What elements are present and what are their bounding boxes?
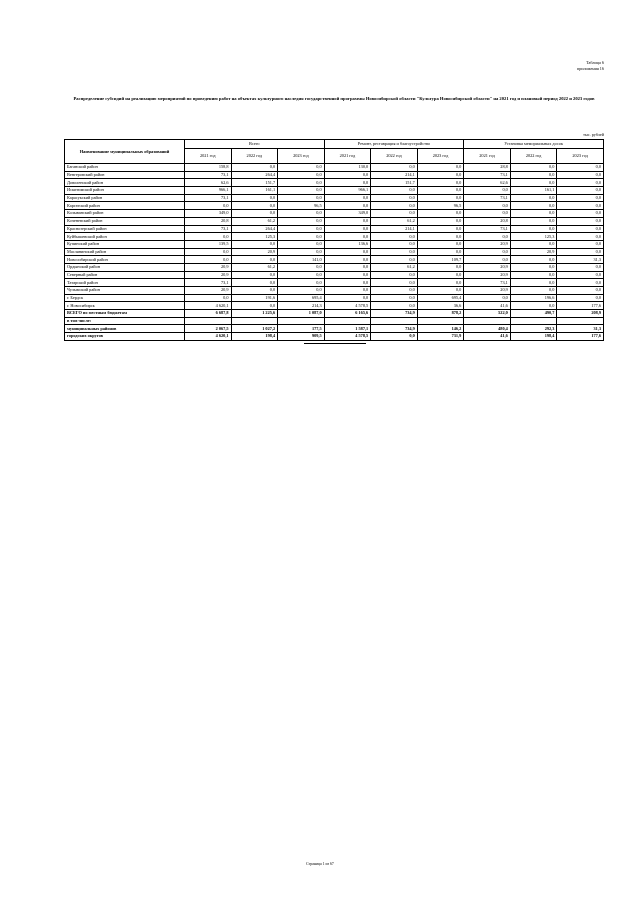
value-cell: 151,7 [231,179,278,187]
value-cell: 0,0 [231,210,278,218]
value-cell: 136,6 [324,240,371,248]
value-cell: 196,6 [510,294,557,302]
value-cell: 0,0 [417,271,464,279]
value-cell: 0,0 [371,233,418,241]
municipality-name: ВСЕГО по местным бюджетам [65,310,185,318]
value-cell: 0,0 [464,187,511,195]
value-cell: 0,0 [417,263,464,271]
table-row [65,164,604,172]
value-cell: 264,4 [231,225,278,233]
value-cell: 1 027,2 [231,325,278,333]
value-cell: 191,6 [231,294,278,302]
value-cell: 0,0 [278,248,325,256]
value-cell: 0,0 [278,240,325,248]
municipality-name: Краснозерский район [65,225,185,233]
value-cell: 0,0 [417,194,464,202]
value-cell: 4 620,1 [185,333,232,341]
column-group-total: Всего [185,140,325,149]
value-cell: 177,6 [557,333,604,341]
value-cell: 0,0 [464,294,511,302]
value-cell: 161,1 [231,187,278,195]
value-cell: 130,0 [324,164,371,172]
municipality-name: Купинский район [65,240,185,248]
column-header-year: 2021 год [464,149,511,164]
value-cell: 695,4 [417,294,464,302]
value-cell: 0,0 [371,287,418,295]
column-group-repair: Ремонт, реставрация и благоустройство [324,140,464,149]
value-cell: 0,0 [557,287,604,295]
value-cell: 0,0 [324,171,371,179]
value-cell: 0,0 [231,194,278,202]
value-cell: 0,0 [324,225,371,233]
value-cell: 73,1 [185,194,232,202]
value-cell: 4 578,5 [324,302,371,310]
value-cell: 6 165,6 [324,310,371,318]
value-cell: 151,7 [371,179,418,187]
value-cell: 0,0 [510,217,557,225]
value-cell: 349,0 [185,210,232,218]
value-cell: 0,0 [324,233,371,241]
value-cell: 966,1 [324,187,371,195]
value-cell: 36,6 [417,302,464,310]
value-cell: 61,2 [371,263,418,271]
value-cell: 20,9 [464,263,511,271]
value-cell: 31,3 [557,256,604,264]
value-cell: 139,5 [185,240,232,248]
municipality-name: Колыванский район [65,210,185,218]
value-cell: 20,9 [185,287,232,295]
value-cell: 0,0 [371,279,418,287]
value-cell [278,317,325,325]
value-cell: 0,0 [464,256,511,264]
value-cell: 0,0 [324,271,371,279]
value-cell: 73,1 [464,171,511,179]
table-row [65,287,604,295]
value-cell: 0,0 [371,294,418,302]
value-cell: 0,0 [557,210,604,218]
value-cell: 198,4 [231,333,278,341]
value-cell: 0,0 [464,248,511,256]
value-cell [557,317,604,325]
value-cell: 522,0 [464,310,511,318]
value-cell: 0,0 [557,164,604,172]
municipality-name: муниципальных районов [65,325,185,333]
municipality-name: Куйбышевский район [65,233,185,241]
value-cell: 73,1 [464,225,511,233]
value-cell: 20,9 [510,248,557,256]
value-cell: 0,0 [464,233,511,241]
column-header-year: 2022 год [231,149,278,164]
value-cell: 0,0 [417,287,464,295]
value-cell: 264,4 [231,171,278,179]
value-cell [231,317,278,325]
value-cell: 0,0 [557,217,604,225]
municipality-name: Коченевский район [65,217,185,225]
value-cell: 0,0 [510,240,557,248]
appendix-number: приложения 16 [577,66,604,71]
table-row [65,325,604,333]
value-cell: 0,0 [510,279,557,287]
value-cell: 6 687,8 [185,310,232,318]
table-row [65,202,604,210]
value-cell: 0,0 [510,271,557,279]
value-cell: 0,0 [231,302,278,310]
value-cell: 0,0 [557,225,604,233]
value-cell: 0,0 [557,194,604,202]
value-cell [185,317,232,325]
value-cell: 61,2 [231,217,278,225]
value-cell: 0,0 [371,302,418,310]
value-cell: 0,0 [231,202,278,210]
table-row [65,240,604,248]
table-row [65,171,604,179]
value-cell: 0,0 [510,302,557,310]
value-cell: 0,0 [510,263,557,271]
value-cell: 0,0 [324,256,371,264]
value-cell: 0,0 [417,164,464,172]
value-cell: 0,0 [371,256,418,264]
value-cell: 0,0 [510,164,557,172]
value-cell: 0,0 [510,194,557,202]
value-cell: 292,3 [510,325,557,333]
value-cell: 208,9 [557,310,604,318]
column-header-year: 2021 год [324,149,371,164]
value-cell: 0,0 [185,233,232,241]
document-title: Распределение субсидий на реализацию мероприятий по проведению работ на объектах культурного наследия государственной программы Новосибирской области "Культура Новосибирской области" на 2021 год и плановый период 2022 и 2023 годов [73,96,595,101]
value-cell: 0,0 [557,202,604,210]
table-row [65,187,604,195]
value-cell: 966,1 [185,187,232,195]
value-cell: 0,0 [417,279,464,287]
table-row [65,333,604,341]
value-cell: 0,0 [464,210,511,218]
value-cell: 0,0 [371,202,418,210]
value-cell: 0,0 [417,240,464,248]
value-cell: 161,1 [510,187,557,195]
value-cell: 0,0 [278,263,325,271]
value-cell: 695,4 [278,294,325,302]
value-cell: 146,2 [417,325,464,333]
value-cell: 41,6 [464,333,511,341]
value-cell: 0,0 [324,217,371,225]
value-cell: 0,0 [510,179,557,187]
value-cell: 4 578,5 [324,333,371,341]
municipality-name: г. Бердск [65,294,185,302]
municipality-name: Искитимский район [65,187,185,195]
value-cell: 349,0 [324,210,371,218]
subsidy-table [64,139,604,341]
municipality-name: городских округов [65,333,185,341]
table-number: Таблица 6 [586,60,604,65]
table-row [65,210,604,218]
header-row-groups [65,140,604,149]
value-cell: 0,0 [371,187,418,195]
column-header-name: Наименование муниципальных образований [65,140,185,164]
table-row [65,317,604,325]
value-cell: 0,0 [231,271,278,279]
value-cell: 0,0 [510,225,557,233]
value-cell: 20,9 [185,271,232,279]
value-cell: 0,0 [510,287,557,295]
value-cell: 73,1 [185,171,232,179]
value-cell: 0,0 [557,187,604,195]
value-cell: 73,1 [464,279,511,287]
value-cell: 0,0 [278,217,325,225]
value-cell: 0,0 [557,179,604,187]
value-cell: 125,3 [231,233,278,241]
value-cell: 20,8 [185,217,232,225]
value-cell: 0,0 [324,279,371,287]
value-cell: 158,8 [185,164,232,172]
value-cell: 141,0 [278,256,325,264]
value-cell: 0,0 [324,287,371,295]
value-cell: 214,1 [371,171,418,179]
value-cell: 734,9 [371,325,418,333]
value-cell: 61,2 [371,217,418,225]
table-row [65,194,604,202]
column-header-year: 2023 год [417,149,464,164]
value-cell: 31,3 [557,325,604,333]
value-cell: 0,0 [417,217,464,225]
value-cell: 0,0 [371,271,418,279]
value-cell: 0,0 [417,248,464,256]
value-cell: 0,0 [417,187,464,195]
value-cell: 0,0 [417,179,464,187]
table-row [65,256,604,264]
column-group-plaques: Установка мемориальных досок [464,140,604,149]
column-header-year: 2022 год [371,149,418,164]
end-rule [304,343,366,344]
value-cell: 0,0 [324,248,371,256]
value-cell: 2 067,5 [185,325,232,333]
value-cell: 734,9 [371,310,418,318]
municipality-name: Карасукский район [65,194,185,202]
table-reference [577,60,604,72]
table-row [65,217,604,225]
value-cell: 0,0 [371,210,418,218]
value-cell: 0,0 [231,287,278,295]
value-cell: 0,0 [324,194,371,202]
table-row [65,225,604,233]
value-cell [510,317,557,325]
value-cell: 0,0 [231,279,278,287]
value-cell: 480,4 [464,325,511,333]
value-cell [324,317,371,325]
table-body [65,164,604,341]
value-cell: 20,9 [185,263,232,271]
table-row [65,233,604,241]
municipality-name: г. Новосибирск [65,302,185,310]
value-cell: 62,6 [185,179,232,187]
value-cell: 0,0 [371,248,418,256]
value-cell: 96,5 [278,202,325,210]
table-row [65,271,604,279]
value-cell: 0,0 [324,294,371,302]
page-footer: Страница 1 из 67 [306,862,334,866]
column-header-year: 2023 год [557,149,604,164]
table-row [65,263,604,271]
value-cell: 0,0 [324,179,371,187]
value-cell: 214,1 [371,225,418,233]
value-cell [371,317,418,325]
value-cell: 490,7 [510,310,557,318]
municipality-name: Доволенский район [65,179,185,187]
value-cell: 0,0 [371,194,418,202]
value-cell: 41,6 [464,302,511,310]
table-row [65,294,604,302]
value-cell: 20,9 [464,240,511,248]
table-row [65,248,604,256]
value-cell: 0,0 [371,164,418,172]
value-cell: 0,0 [278,210,325,218]
table-row [65,310,604,318]
value-cell: 909,5 [278,333,325,341]
value-cell: 0,0 [278,187,325,195]
value-cell: 0,0 [417,225,464,233]
value-cell: 0,0 [278,287,325,295]
value-cell: 0,0 [510,256,557,264]
value-cell: 62,6 [464,179,511,187]
value-cell: 0,0 [557,248,604,256]
value-cell: 0,0 [510,171,557,179]
value-cell: 0,0 [371,240,418,248]
value-cell: 214,3 [278,302,325,310]
value-cell: 0,0 [510,210,557,218]
unit-label: тыс. рублей [583,132,604,137]
value-cell: 198,4 [510,333,557,341]
value-cell: 0,0 [231,256,278,264]
value-cell: 0,0 [185,256,232,264]
value-cell: 0,0 [464,202,511,210]
value-cell [417,317,464,325]
value-cell: 0,0 [231,240,278,248]
value-cell: 0,0 [557,233,604,241]
value-cell: 0,0 [278,179,325,187]
column-header-year: 2021 год [185,149,232,164]
value-cell: 96,5 [417,202,464,210]
value-cell: 61,2 [231,263,278,271]
value-cell: 0,0 [557,279,604,287]
value-cell: 1 225,6 [231,310,278,318]
value-cell: 73,1 [185,225,232,233]
value-cell: 0,0 [417,171,464,179]
municipality-name: Новосибирский район [65,256,185,264]
municipality-name: Баганский район [65,164,185,172]
municipality-name: Каргатский район [65,202,185,210]
value-cell: 0,0 [417,233,464,241]
value-cell: 0,0 [557,171,604,179]
value-cell: 0,0 [278,225,325,233]
value-cell: 0,0 [557,263,604,271]
value-cell: 0,0 [510,202,557,210]
table-row [65,302,604,310]
municipality-name: в том числе: [65,317,185,325]
municipality-name: Венгеровский район [65,171,185,179]
municipality-name: Маслянинский район [65,248,185,256]
value-cell: 1 587,1 [324,325,371,333]
value-cell: 73,1 [185,279,232,287]
value-cell: 0,0 [417,210,464,218]
value-cell: 177,5 [278,325,325,333]
value-cell: 0,0 [278,194,325,202]
value-cell: 0,0 [557,240,604,248]
value-cell: 1 087,0 [278,310,325,318]
value-cell: 878,2 [417,310,464,318]
value-cell: 20,8 [464,217,511,225]
value-cell: 0,0 [231,164,278,172]
value-cell: 0,0 [557,271,604,279]
value-cell: 0,0 [278,164,325,172]
municipality-name: Северный район [65,271,185,279]
value-cell: 0,0 [278,233,325,241]
municipality-name: Ордынский район [65,263,185,271]
table-row [65,279,604,287]
column-header-year: 2022 год [510,149,557,164]
value-cell: 0,0 [185,202,232,210]
value-cell: 731,9 [417,333,464,341]
municipality-name: Чулымский район [65,287,185,295]
value-cell: 20,9 [464,271,511,279]
value-cell: 0,0 [278,279,325,287]
value-cell: 109,7 [417,256,464,264]
value-cell: 20,9 [231,248,278,256]
column-header-year: 2023 год [278,149,325,164]
municipality-name: Татарский район [65,279,185,287]
value-cell [464,317,511,325]
value-cell: 0,0 [185,294,232,302]
value-cell: 177,6 [557,302,604,310]
value-cell: 20,9 [464,287,511,295]
value-cell: 0,0 [278,271,325,279]
value-cell: 125,3 [510,233,557,241]
value-cell: 73,1 [464,194,511,202]
table-row [65,179,604,187]
value-cell: 0,0 [185,248,232,256]
value-cell: 0,0 [557,294,604,302]
value-cell: 0,0 [324,202,371,210]
value-cell: 0,0 [278,171,325,179]
value-cell: 4 620,1 [185,302,232,310]
value-cell: 28,8 [464,164,511,172]
value-cell: 0,0 [371,333,418,341]
value-cell: 0,0 [324,263,371,271]
